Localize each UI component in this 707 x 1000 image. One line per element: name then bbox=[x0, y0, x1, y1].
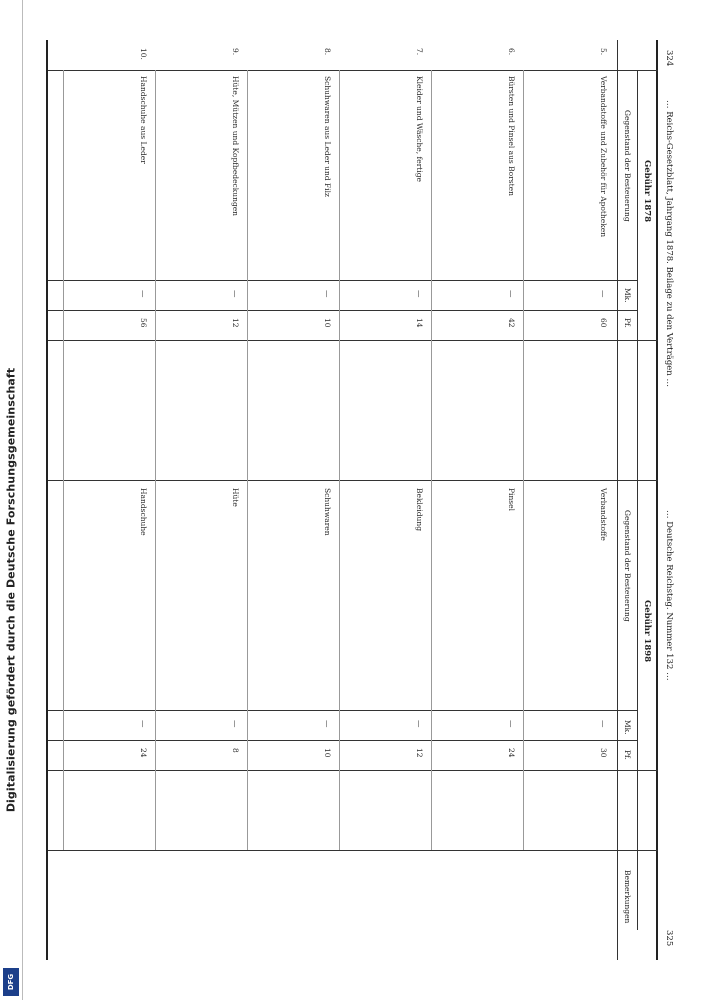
group-header-1898: Gebühr 1898 bbox=[642, 600, 652, 663]
row-subject-1898: Handschuhe bbox=[139, 488, 148, 536]
col-header-pf-a: Pf. bbox=[623, 318, 632, 328]
divider bbox=[48, 770, 658, 771]
top-rule bbox=[656, 40, 658, 960]
row-pfennig-1898: 30 bbox=[599, 748, 608, 758]
row-mark-1878: — bbox=[507, 290, 516, 298]
row-mark-1878: — bbox=[139, 290, 148, 298]
credit-text: Digitalisierung gefördert durch die Deutsche Forschungsgemeinschaft bbox=[4, 367, 18, 813]
row-mark-1898: — bbox=[323, 720, 332, 728]
row-subject-1898: Schuhwaren bbox=[323, 488, 332, 536]
row-subject-1878: Hüte, Mützen und Kopfbedeckungen bbox=[231, 76, 240, 217]
row-pfennig-1878: 12 bbox=[231, 318, 240, 328]
row-rule bbox=[247, 70, 248, 850]
row-subject-1898: Bekleidung bbox=[415, 488, 424, 531]
dfg-logo-text: DFG bbox=[7, 973, 15, 991]
running-head-right: … Deutsche Reichstag. Nummer 132 … bbox=[664, 510, 674, 681]
divider bbox=[48, 340, 658, 341]
row-pfennig-1878: 60 bbox=[599, 318, 608, 328]
row-mark-1898: — bbox=[231, 720, 240, 728]
col-header-mk-b: Mk. bbox=[623, 720, 632, 735]
row-number: 9. bbox=[231, 48, 240, 56]
page-number-left: 324 bbox=[664, 50, 674, 67]
row-mark-1878: — bbox=[415, 290, 424, 298]
divider bbox=[48, 740, 638, 741]
row-mark-1898: — bbox=[507, 720, 516, 728]
row-pfennig-1898: 24 bbox=[139, 748, 148, 758]
col-header-subject-b: Gegenstand der Besteuerung bbox=[623, 510, 632, 622]
col-header-pf-b: Pf. bbox=[623, 750, 632, 760]
row-pfennig-1878: 14 bbox=[415, 318, 424, 328]
row-pfennig-1878: 56 bbox=[139, 318, 148, 328]
row-rule bbox=[339, 70, 340, 850]
header-rule bbox=[617, 40, 618, 960]
row-pfennig-1898: 8 bbox=[231, 748, 240, 753]
row-subject-1898: Hüte bbox=[231, 488, 240, 507]
row-rule bbox=[155, 70, 156, 850]
row-pfennig-1878: 10 bbox=[323, 318, 332, 328]
row-subject-1878: Handschuhe aus Leder bbox=[139, 76, 148, 164]
row-subject-1898: Pinsel bbox=[507, 488, 516, 511]
col-header-subject-a: Gegenstand der Besteuerung bbox=[623, 110, 632, 222]
row-number: 5. bbox=[599, 48, 608, 56]
row-number: 7. bbox=[415, 48, 424, 56]
divider bbox=[48, 280, 638, 281]
col-header-remarks: Bemerkungen bbox=[623, 870, 632, 924]
row-rule bbox=[431, 70, 432, 850]
row-number: 10. bbox=[139, 48, 148, 60]
row-pfennig-1878: 42 bbox=[507, 318, 516, 328]
row-mark-1898: — bbox=[139, 720, 148, 728]
row-rule bbox=[63, 70, 64, 850]
credit-strip bbox=[0, 0, 22, 1000]
row-pfennig-1898: 24 bbox=[507, 748, 516, 758]
row-mark-1878: — bbox=[599, 290, 608, 298]
row-mark-1878: — bbox=[323, 290, 332, 298]
rotated-table-page bbox=[40, 40, 680, 960]
divider bbox=[48, 310, 638, 311]
page-number-right: 325 bbox=[664, 930, 674, 947]
row-subject-1878: Bürsten und Pinsel aus Borsten bbox=[507, 76, 516, 196]
row-subject-1878: Kleider und Wäsche, fertige bbox=[415, 76, 424, 182]
row-subject-1898: Verbandstoffe bbox=[599, 488, 608, 541]
row-mark-1898: — bbox=[599, 720, 608, 728]
group-header-1878: Gebühr 1878 bbox=[642, 160, 652, 223]
dfg-logo bbox=[3, 968, 19, 996]
row-pfennig-1898: 12 bbox=[415, 748, 424, 758]
row-subject-1878: Verbandstoffe und Zubehör für Apotheken bbox=[599, 76, 608, 238]
row-number: 6. bbox=[507, 48, 516, 56]
row-subject-1878: Schuhwaren aus Leder und Filz bbox=[323, 76, 332, 197]
row-mark-1898: — bbox=[415, 720, 424, 728]
divider bbox=[48, 480, 658, 481]
divider bbox=[48, 850, 658, 851]
bottom-rule bbox=[46, 40, 48, 960]
divider bbox=[48, 70, 658, 71]
strip-divider bbox=[22, 0, 23, 1000]
row-pfennig-1898: 10 bbox=[323, 748, 332, 758]
running-head-left: … Reichs-Gesetzblatt, Jahrgang 1878. Beilage zu den Verträgen … bbox=[664, 100, 674, 387]
divider bbox=[48, 710, 638, 711]
group-rule bbox=[637, 70, 638, 930]
row-rule bbox=[523, 70, 524, 850]
col-header-mk-a: Mk. bbox=[623, 288, 632, 303]
row-number: 8. bbox=[323, 48, 332, 56]
scanned-page bbox=[40, 40, 680, 960]
row-mark-1878: — bbox=[231, 290, 240, 298]
